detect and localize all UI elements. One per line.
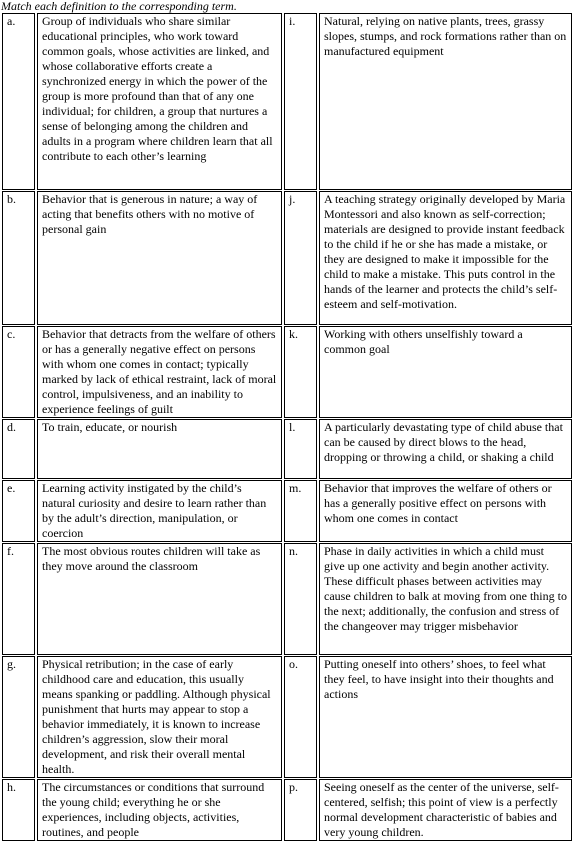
instructions: Match each definition to the corresponding term. — [1, 0, 237, 13]
definition-text: The circumstances or conditions that surround the young child; everything he or she experiences, including objects, activities, routines, and people — [37, 779, 282, 841]
definition-letter: d. — [2, 419, 35, 479]
definition-text: Learning activity instigated by the child’s natural curiosity and desire to learn rather than by the adult’s direction, manipulation, or coercion — [37, 480, 282, 542]
term-text: A particularly devastating type of child abuse that can be caused by direct blows to the head, dropping or throwing a child, or shaking a child — [319, 419, 572, 479]
term-letter: j. — [284, 191, 317, 325]
term-text: Putting oneself into others’ shoes, to feel what they feel, to have insight into their thoughts and actions — [319, 656, 572, 778]
table-row — [2, 419, 572, 479]
definition-letter: g. — [2, 656, 35, 778]
matching-table — [0, 12, 572, 842]
term-letter: l. — [284, 419, 317, 479]
table-row — [2, 480, 572, 542]
definition-text: Behavior that is generous in nature; a way of acting that benefits others with no motive of personal gain — [37, 191, 282, 325]
table-row — [2, 543, 572, 655]
table-row — [2, 191, 572, 325]
term-letter: k. — [284, 326, 317, 418]
table-row — [2, 656, 572, 778]
term-letter: m. — [284, 480, 317, 542]
table-row — [2, 326, 572, 418]
table-row — [2, 13, 572, 190]
table-row — [2, 779, 572, 841]
definition-text: Group of individuals who share similar educational principles, who work toward common goals, whose activities are linked, and whose collaborative efforts create a synchronized energy in which the power of the group is more profound than that of any one individual; for children, a group that nurtures a sense of belonging among the children and adults in a program where children learn that all contribute to each other’s learning — [37, 13, 282, 190]
term-letter: n. — [284, 543, 317, 655]
definition-letter: e. — [2, 480, 35, 542]
term-text: Working with others unselfishly toward a common goal — [319, 326, 572, 418]
term-text: Behavior that improves the welfare of others or has a generally positive effect on persons with whom one comes in contact — [319, 480, 572, 542]
definition-text: The most obvious routes children will take as they move around the classroom — [37, 543, 282, 655]
definition-letter: a. — [2, 13, 35, 190]
definition-letter: h. — [2, 779, 35, 841]
term-text: Phase in daily activities in which a child must give up one activity and begin another activity. These difficult phases between activities may cause children to balk at moving from one thing to the next; additionally, the confusion and stress of the changeover may trigger misbehavior — [319, 543, 572, 655]
definition-text: Behavior that detracts from the welfare of others or has a generally negative effect on persons with whom one comes in contact; typically marked by lack of ethical restraint, lack of moral control, impulsiveness, and an inability to experience feelings of guilt — [37, 326, 282, 418]
term-letter: p. — [284, 779, 317, 841]
definition-text: To train, educate, or nourish — [37, 419, 282, 479]
term-letter: o. — [284, 656, 317, 778]
definition-letter: b. — [2, 191, 35, 325]
definition-text: Physical retribution; in the case of early childhood care and education, this usually means spanking or paddling. Although physical punishment that hurts may appear to stop a behavior immediately, it is known to increase children’s aggression, slow their moral development, and risk their overall mental health. — [37, 656, 282, 778]
term-text: A teaching strategy originally developed by Maria Montessori and also known as self-correction; materials are designed to provide instant feedback to the child if he or she has made a mistake, or they are designed to make it impossible for the child to make a mistake. This puts control in the hands of the learner and protects the child’s self-esteem and self-motivation. — [319, 191, 572, 325]
definition-letter: f. — [2, 543, 35, 655]
definition-letter: c. — [2, 326, 35, 418]
term-text: Natural, relying on native plants, trees, grassy slopes, stumps, and rock formations rather than on manufactured equipment — [319, 13, 572, 190]
term-text: Seeing oneself as the center of the universe, self-centered, selfish; this point of view is a perfectly normal development characteristic of babies and very young children. — [319, 779, 572, 841]
term-letter: i. — [284, 13, 317, 190]
